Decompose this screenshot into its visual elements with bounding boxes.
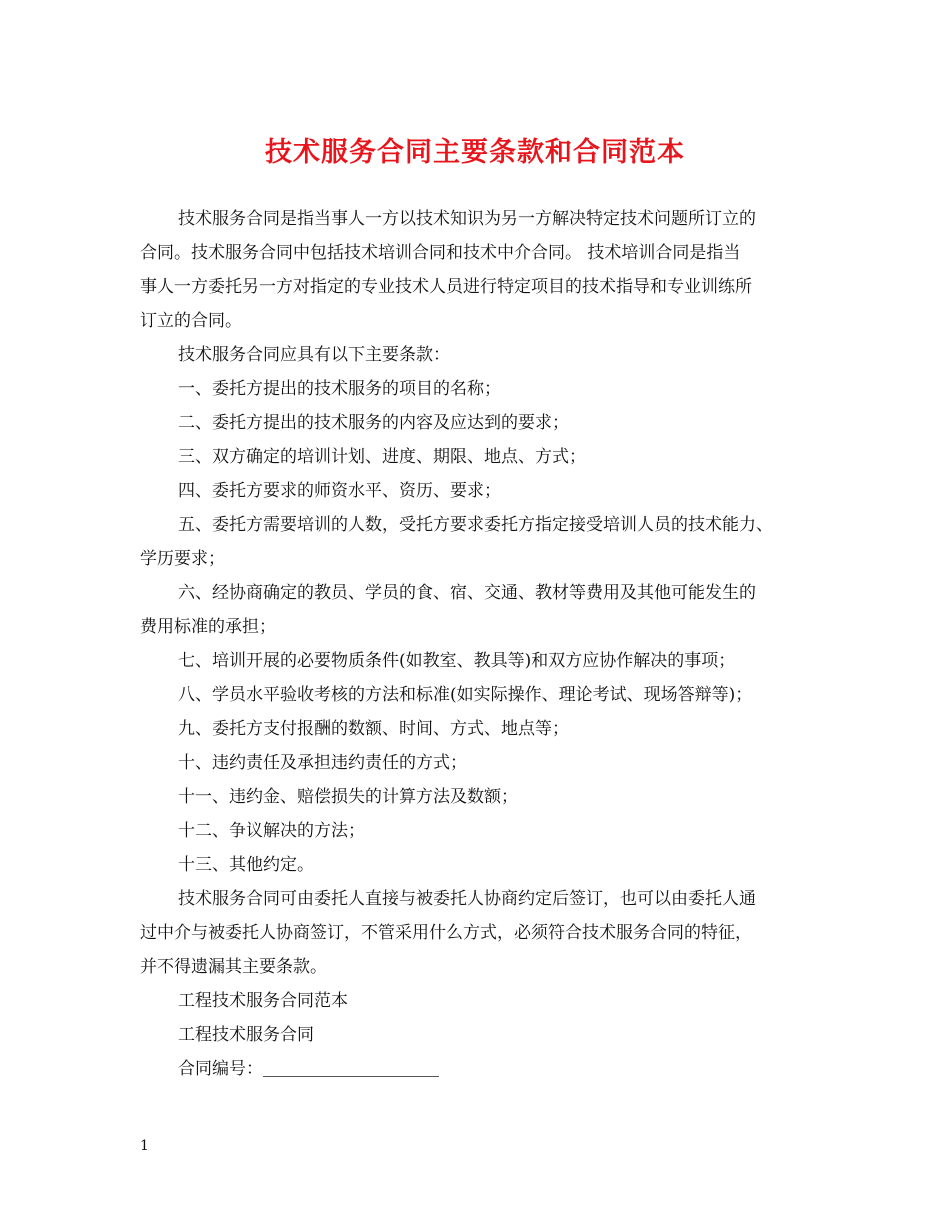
closing-line: 过中介与被委托人协商签订，不管采用什么方式，必须符合技术服务合同的特征， [140,923,752,943]
page-number: 1 [140,1138,149,1154]
closing-line: 并不得遗漏其主要条款。 [140,957,327,977]
contract-number-blank[interactable] [263,1058,439,1077]
clause-item: 五、委托方需要培训的人数，受托方要求委托方指定接受培训人员的技术能力、 [178,515,773,535]
clause-item: 十二、争议解决的方法； [178,821,365,841]
clause-item: 六、经协商确定的教员、学员的食、宿、交通、教材等费用及其他可能发生的 [178,583,756,603]
clause-item-continuation: 学历要求； [140,549,225,569]
clause-item: 八、学员水平验收考核的方法和标准(如实际操作、理论考试、现场答辩等)； [178,685,753,705]
intro-line: 订立的合同。 [140,311,242,331]
contract-number-label: 合同编号： [178,1059,263,1079]
clause-item: 三、双方确定的培训计划、进度、期限、地点、方式； [178,447,586,467]
intro-line: 事人一方委托另一方对指定的专业技术人员进行特定项目的技术指导和专业训练所 [140,277,752,297]
clause-item: 二、委托方提出的技术服务的内容及应达到的要求； [178,413,569,433]
document-title: 技术服务合同主要条款和合同范本 [265,137,685,168]
intro-line: 技术服务合同是指当事人一方以技术知识为另一方解决特定技术问题所订立的 [178,209,756,229]
contract-number-row [140,1056,840,1090]
clause-item: 七、培训开展的必要物质条件(如教室、教具等)和双方应协作解决的事项； [178,651,736,671]
clause-item: 九、委托方支付报酬的数额、时间、方式、地点等； [178,719,569,739]
clauses-heading: 技术服务合同应具有以下主要条款： [178,345,450,365]
sample-title: 工程技术服务合同 [178,1025,314,1045]
clause-item: 四、委托方要求的师资水平、资历、要求； [178,481,501,501]
clause-item-continuation: 费用标准的承担； [140,617,276,637]
document-body [140,206,840,1090]
clause-item: 十三、其他约定。 [178,855,314,875]
closing-line: 技术服务合同可由委托人直接与被委托人协商约定后签订，也可以由委托人通 [178,889,756,909]
clause-item: 十一、违约金、赔偿损失的计算方法及数额； [178,787,518,807]
sample-heading: 工程技术服务合同范本 [178,991,348,1011]
intro-line: 合同。技术服务合同中包括技术培训合同和技术中介合同。 技术培训合同是指当 [140,243,741,263]
clause-item: 一、委托方提出的技术服务的项目的名称； [178,379,501,399]
clause-item: 十、违约责任及承担违约责任的方式； [178,753,467,773]
